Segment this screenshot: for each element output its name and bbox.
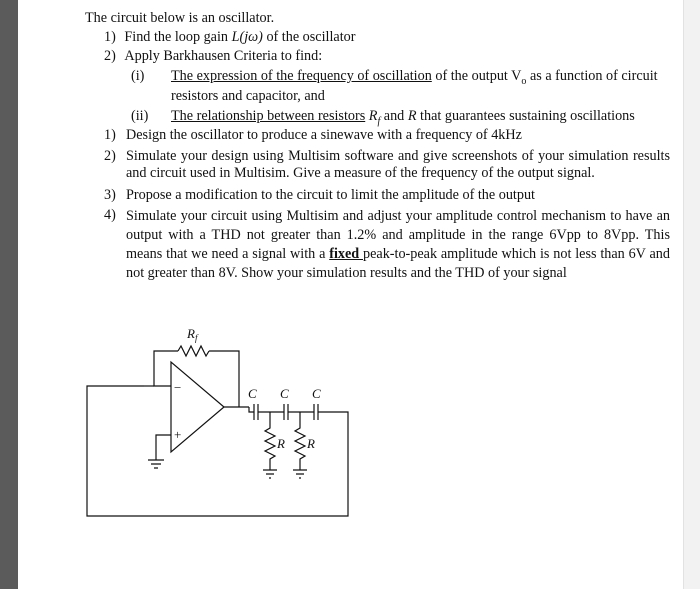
question-2: 2) Apply Barkhausen Criteria to find:: [104, 48, 323, 64]
capacitor-2: [284, 404, 288, 420]
oscillator-circuit-diagram: [84, 320, 364, 520]
ground-symbol-3: [293, 470, 307, 478]
resistor-label-2: R: [307, 436, 315, 451]
item-number: 1): [104, 29, 116, 45]
design-4: 4) Simulate your circuit using Multisim and adjust your amplitude control mechanism to have an output with a THD not greater than 1.2% and amplitude in the range 6Vpp to 8Vpp. This means that we need a signal with a fixed peak-to-peak amplitude which is not less than 6V and not greater than 8V. Show your simulation results and the THD of your signal: [104, 207, 670, 281]
question-1: 1) Find the loop gain L(jω) of the oscillator: [104, 29, 356, 45]
underlined-phrase: The relationship between resistors: [171, 108, 366, 124]
item-number: 1): [104, 127, 116, 143]
subquestion-ii: (ii) The relationship between resistors $R_f$ and R that guarantees sustaining oscillations: [131, 108, 635, 127]
loop-gain-symbol: L(jω): [231, 29, 263, 45]
capacitor-label-1: C: [248, 386, 257, 401]
item-number: 2): [104, 48, 116, 64]
capacitor-3: [314, 404, 318, 420]
sub-number: (i): [131, 68, 145, 84]
rf-label: $R_f$: [187, 326, 198, 343]
feedback-resistor-rf: [178, 346, 209, 356]
item-number: 2): [104, 148, 116, 164]
ground-symbol-1: [148, 460, 164, 468]
subquestion-i: (i) The expression of the frequency of oscillation of the output $V_o$ as a function of circuit: [131, 68, 658, 87]
minus-input-label: −: [174, 380, 182, 395]
intro-text: The circuit below is an oscillator.: [85, 10, 275, 26]
plus-input-label: +: [174, 427, 182, 442]
design-1: 1) Design the oscillator to produce a sinewave with a frequency of 4kHz: [104, 127, 522, 143]
capacitor-1: [254, 404, 258, 420]
shunt-resistor-2: [295, 412, 305, 470]
design-2: 2) Simulate your design using Multisim software and give screenshots of your simulation results and circuit used in Multisim. Give a measure of the frequency of the output signal.: [104, 148, 670, 181]
capacitor-label-2: C: [280, 386, 289, 401]
ground-symbol-2: [263, 470, 277, 478]
shunt-resistor-1: [265, 412, 275, 470]
design-3: 3) Propose a modification to the circuit to limit the amplitude of the output: [104, 187, 535, 203]
item-number: 3): [104, 187, 116, 203]
capacitor-label-3: C: [312, 386, 321, 401]
subquestion-i-cont: resistors and capacitor, and: [171, 88, 325, 104]
underlined-phrase: The expression of the frequency of oscillation: [171, 68, 432, 84]
resistor-label-1: R: [277, 436, 285, 451]
sub-number: (ii): [131, 108, 149, 124]
item-number: 4): [104, 207, 116, 223]
fixed-emphasis: fixed: [329, 246, 363, 262]
